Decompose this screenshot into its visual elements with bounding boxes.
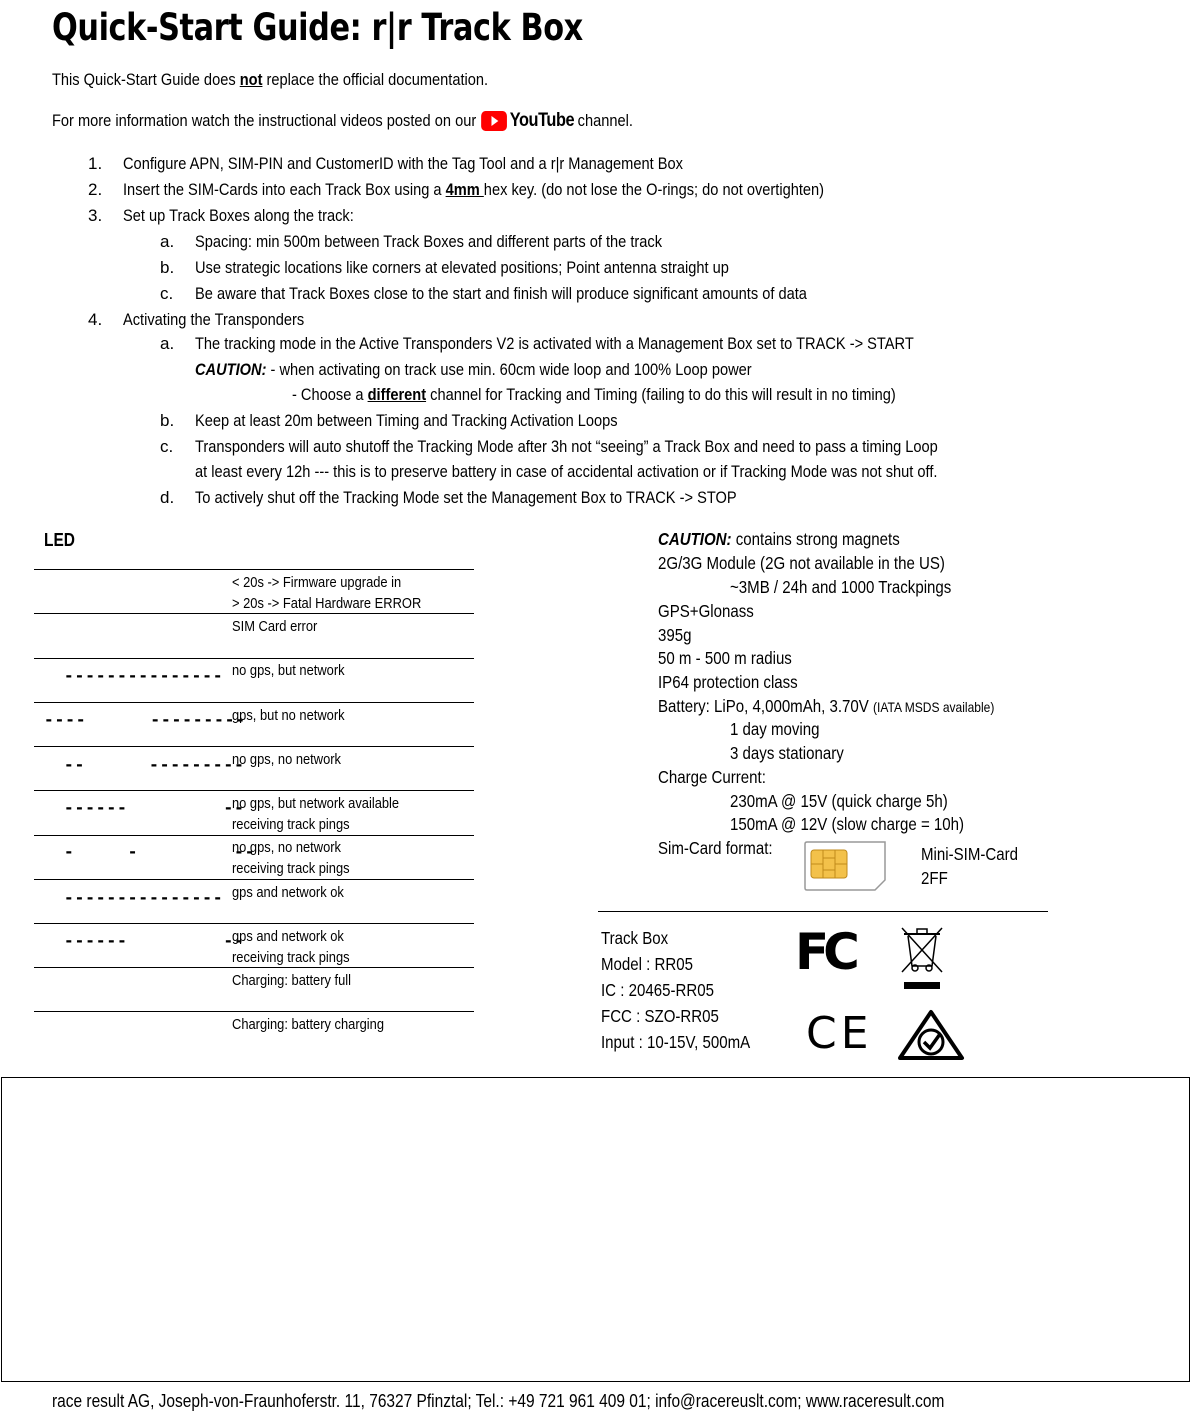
label-input: Input : 10-15V, 500mA bbox=[601, 1032, 751, 1052]
spec-charge-label: Charge Current: bbox=[658, 767, 766, 787]
substep-text-cont: at least every 12h --- this is to preserve battery in case of accidental activation or if Tracking Mode was not shut off. bbox=[195, 462, 938, 481]
ce-mark-icon: CE bbox=[806, 1008, 873, 1059]
step-4-text: Activating the Transponders bbox=[123, 310, 305, 329]
weee-bin-icon bbox=[898, 926, 946, 997]
led-row-desc: < 20s -> Firmware upgrade in > 20s -> Fatal Hardware ERROR bbox=[232, 574, 422, 612]
led-row-desc: no gps, but network bbox=[232, 662, 345, 679]
led-row-desc: no gps, no network receiving track pings bbox=[232, 839, 350, 877]
spec-sim-label: Sim-Card format: bbox=[658, 838, 773, 858]
sim-code: 2FF bbox=[921, 868, 948, 888]
led-divider bbox=[34, 658, 474, 659]
intro-line-1: This Quick-Start Guide does not replace the official documentation. bbox=[52, 70, 489, 89]
led-pattern: - - -- bbox=[64, 842, 256, 861]
step-2-text: Insert the SIM-Cards into each Track Box using a 4mm hex key. (do not lose the O-rings; do not overtighten) bbox=[123, 180, 825, 199]
spec-battery: Battery: LiPo, 4,000mAh, 3.70V (IATA MSDS available) bbox=[658, 696, 995, 716]
substep-letter: c. bbox=[160, 284, 174, 303]
notes-box bbox=[1, 1077, 1190, 1382]
led-divider bbox=[34, 923, 474, 924]
led-row-desc: no gps, but network available receiving track pings bbox=[232, 795, 400, 833]
substep-letter: a. bbox=[160, 232, 175, 251]
spec-moving: 1 day moving bbox=[730, 719, 820, 739]
step-number: 2. bbox=[88, 180, 103, 199]
spec-charge-quick: 230mA @ 15V (quick charge 5h) bbox=[730, 791, 948, 811]
led-pattern: --------------- bbox=[64, 666, 224, 685]
spec-module: 2G/3G Module (2G not available in the US) bbox=[658, 553, 945, 573]
sim-card-icon bbox=[803, 840, 887, 897]
led-row-desc: gps, but no network bbox=[232, 707, 345, 724]
youtube-logo[interactable]: YouTube bbox=[481, 110, 574, 132]
led-row-desc: no gps, no network bbox=[232, 751, 342, 768]
spec-radius: 50 m - 500 m radius bbox=[658, 648, 792, 668]
led-pattern: ---- --------- bbox=[44, 710, 247, 729]
label-divider bbox=[598, 911, 1048, 912]
led-heading: LED bbox=[44, 530, 75, 550]
page-title: Quick-Start Guide: r|r Track Box bbox=[52, 6, 583, 49]
label-fcc: FCC : SZO-RR05 bbox=[601, 1006, 719, 1026]
spec-protection: IP64 protection class bbox=[658, 672, 798, 692]
step-1-text: Configure APN, SIM-PIN and CustomerID with the Tag Tool and a r|r Management Box bbox=[123, 154, 683, 173]
led-row-desc: SIM Card error bbox=[232, 618, 318, 635]
substep-letter: a. bbox=[160, 334, 175, 353]
substep-text: The tracking mode in the Active Transponders V2 is activated with a Management Box set to TRACK -> START bbox=[195, 334, 914, 353]
led-divider bbox=[34, 569, 474, 570]
spec-weight: 395g bbox=[658, 625, 692, 645]
led-divider bbox=[34, 790, 474, 791]
led-row-desc: Charging: battery full bbox=[232, 972, 352, 989]
caution-activation-line-2: - Choose a different channel for Tracking and Timing (failing to do this will result in no timing) bbox=[292, 385, 896, 404]
spec-stationary: 3 days stationary bbox=[730, 743, 844, 763]
substep-text: Use strategic locations like corners at elevated positions; Point antenna straight up bbox=[195, 258, 729, 277]
spec-gnss: GPS+Glonass bbox=[658, 601, 754, 621]
caution-activation-line-1: CAUTION: - when activating on track use min. 60cm wide loop and 100% Loop power bbox=[195, 360, 752, 379]
step-3-text: Set up Track Boxes along the track: bbox=[123, 206, 354, 225]
substep-text: Keep at least 20m between Timing and Tracking Activation Loops bbox=[195, 411, 618, 430]
led-row-desc: gps and network ok bbox=[232, 884, 344, 901]
led-pattern: ------ -- bbox=[64, 931, 245, 950]
led-pattern: --------------- bbox=[64, 888, 224, 907]
step-number: 4. bbox=[88, 310, 103, 329]
label-model: Model : RR05 bbox=[601, 954, 694, 974]
label-name: Track Box bbox=[601, 928, 669, 948]
led-divider bbox=[34, 746, 474, 747]
substep-text: Spacing: min 500m between Track Boxes and different parts of the track bbox=[195, 232, 663, 251]
led-divider bbox=[34, 702, 474, 703]
substep-text: To actively shut off the Tracking Mode set the Management Box to TRACK -> STOP bbox=[195, 488, 737, 507]
footer: race result AG, Joseph-von-Fraunhoferstr. 11, 76327 Pfinztal; Tel.: +49 721 961 409 01; info@racereuslt.com; www.raceresult.com bbox=[52, 1391, 945, 1411]
step-number: 1. bbox=[88, 154, 103, 173]
led-row-desc: gps and network ok receiving track pings bbox=[232, 928, 350, 966]
substep-letter: c. bbox=[160, 437, 174, 456]
substep-letter: d. bbox=[160, 488, 175, 507]
led-row-desc: Charging: battery charging bbox=[232, 1016, 385, 1033]
spec-charge-slow: 150mA @ 12V (slow charge = 10h) bbox=[730, 814, 965, 834]
spec-caution: CAUTION: contains strong magnets bbox=[658, 529, 900, 549]
spec-data-usage: ~3MB / 24h and 1000 Trackpings bbox=[730, 577, 952, 597]
substep-letter: b. bbox=[160, 411, 175, 430]
sim-name: Mini-SIM-Card bbox=[921, 844, 1019, 864]
substep-text: Transponders will auto shutoff the Tracking Mode after 3h not “seeing” a Track Box and need to pass a timing Loop bbox=[195, 437, 938, 456]
label-ic: IC : 20465-RR05 bbox=[601, 980, 714, 1000]
led-divider bbox=[34, 879, 474, 880]
led-pattern: -- --------- bbox=[64, 755, 245, 774]
rcm-mark-icon bbox=[896, 1008, 966, 1067]
step-number: 3. bbox=[88, 206, 103, 225]
substep-text: Be aware that Track Boxes close to the start and finish will produce significant amounts of data bbox=[195, 284, 807, 303]
play-icon bbox=[481, 111, 507, 131]
led-divider bbox=[34, 1011, 474, 1012]
led-pattern: ------ -- bbox=[64, 798, 245, 817]
substep-letter: b. bbox=[160, 258, 175, 277]
fcc-mark-icon: FC bbox=[795, 923, 854, 981]
led-divider bbox=[34, 835, 474, 836]
intro-line-2: For more information watch the instructional videos posted on our YouTube channel. bbox=[52, 110, 633, 131]
